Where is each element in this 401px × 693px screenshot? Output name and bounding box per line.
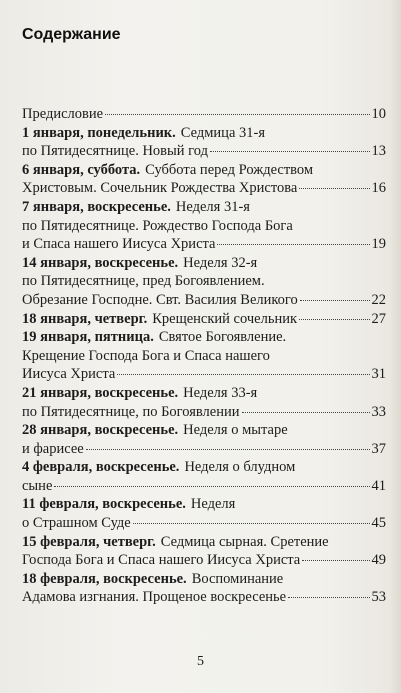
entry-title: Иисуса Христа <box>22 366 116 383</box>
entry-title: по Пятидесятнице, пред Богоявлением. <box>22 273 265 290</box>
toc-line <box>22 347 386 366</box>
dot-leader <box>86 449 370 450</box>
toc-line <box>22 421 386 440</box>
dot-leader <box>210 151 370 152</box>
dot-leader <box>242 412 370 413</box>
toc-line <box>22 142 386 161</box>
toc-line <box>22 458 386 477</box>
toc-entry <box>22 161 386 198</box>
dot-leader <box>54 486 369 487</box>
entry-date: 28 января, воскресенье. <box>22 422 179 439</box>
entry-title: Предисловие <box>22 106 104 122</box>
entry-page-number: 49 <box>371 552 386 569</box>
entry-title: Неделя о блудном <box>184 459 296 476</box>
entry-date: 21 января, воскресенье. <box>22 384 179 401</box>
entry-page-number: 53 <box>371 589 386 606</box>
entry-date: 1 января, понедельник. <box>22 124 176 141</box>
page-edge-shadow <box>389 0 401 693</box>
entry-title: Крещение Господа Бога и Спаса нашего <box>22 347 270 364</box>
entry-title: Неделя <box>190 496 236 513</box>
toc-entry <box>22 384 386 421</box>
entry-page-number: 27 <box>371 310 386 327</box>
toc-line <box>22 254 386 273</box>
toc-line <box>22 551 386 570</box>
entry-page-number: 33 <box>371 403 386 420</box>
dot-leader <box>105 114 369 115</box>
entry-title: Крещенский сочельник <box>152 310 298 327</box>
entry-date: 15 февраля, четверг. <box>22 533 156 550</box>
toc-entry <box>22 310 386 329</box>
toc-line <box>22 384 386 403</box>
entry-page-number: 13 <box>371 143 386 160</box>
toc-line <box>22 570 386 589</box>
toc-line <box>22 514 386 533</box>
toc-line <box>22 291 386 310</box>
table-of-contents <box>22 105 386 607</box>
toc-entry <box>22 458 386 495</box>
dot-leader <box>299 188 369 189</box>
entry-date: 14 января, воскресенье. <box>22 254 179 271</box>
toc-line <box>22 310 386 329</box>
toc-line <box>22 477 386 496</box>
entry-title: по Пятидесятнице, по Богоявлении <box>22 403 240 420</box>
entry-title: о Страшном Суде <box>22 515 131 532</box>
entry-title: Седмица сырная. Сретение <box>160 533 329 550</box>
dot-leader <box>299 319 369 320</box>
entry-title: Обрезание Господне. Свт. Василия Великого <box>22 291 298 308</box>
toc-line <box>22 179 386 198</box>
dot-leader <box>302 560 369 561</box>
toc-entry <box>22 570 386 607</box>
entry-title: Святое Богоявление. <box>158 329 287 346</box>
toc-entry <box>22 533 386 570</box>
page-number: 5 <box>197 654 204 669</box>
entry-date: 18 января, четверг. <box>22 310 148 327</box>
entry-title: Седмица 31-я <box>180 124 266 141</box>
toc-line <box>22 161 386 180</box>
toc-line <box>22 105 386 124</box>
entry-page-number: 31 <box>371 366 386 383</box>
entry-page-number: 19 <box>371 236 386 253</box>
toc-entry <box>22 198 386 254</box>
entry-title: Воспоминание <box>191 570 284 587</box>
entry-title: сыне <box>22 477 53 494</box>
toc-line <box>22 403 386 422</box>
entry-date: 6 января, суббота. <box>22 161 141 178</box>
entry-date: 4 февраля, воскресенье. <box>22 459 180 476</box>
entry-title: по Пятидесятнице. Новый год <box>22 143 208 160</box>
entry-title: Неделя 32-я <box>183 254 258 271</box>
entry-page-number: 22 <box>371 291 386 308</box>
toc-entry <box>22 124 386 161</box>
contents-heading: Содержание <box>22 26 121 43</box>
toc-line <box>22 365 386 384</box>
toc-line <box>22 198 386 217</box>
entry-title: Неделя о мытаре <box>183 422 288 439</box>
entry-title: и фарисее <box>22 440 84 457</box>
toc-entry <box>22 421 386 458</box>
entry-page-number: 16 <box>371 180 386 197</box>
dot-leader <box>133 523 370 524</box>
toc-line <box>22 495 386 514</box>
entry-title: Господа Бога и Спаса нашего Иисуса Христа <box>22 552 301 569</box>
toc-line <box>22 235 386 254</box>
toc-line <box>22 217 386 236</box>
entry-title: Адамова изгнания. Прощеное воскресенье <box>22 589 287 606</box>
entry-page-number: 45 <box>371 515 386 532</box>
toc-entry <box>22 328 386 384</box>
dot-leader <box>217 244 369 245</box>
entry-title: и Спаса нашего Иисуса Христа <box>22 236 216 253</box>
toc-line <box>22 588 386 607</box>
entry-date: 18 февраля, воскресенье. <box>22 570 187 587</box>
entry-page-number: 37 <box>371 440 386 457</box>
toc-entry <box>22 495 386 532</box>
toc-line <box>22 533 386 552</box>
entry-date: 19 января, пятница. <box>22 329 154 346</box>
entry-date: 11 февраля, воскресенье. <box>22 496 186 513</box>
entry-title: Неделя 31-я <box>175 198 250 215</box>
toc-entry <box>22 105 386 124</box>
toc-line <box>22 124 386 143</box>
toc-line <box>22 272 386 291</box>
dot-leader <box>117 374 369 375</box>
entry-title: Христовым. Сочельник Рождества Христова <box>22 180 298 197</box>
entry-title: Суббота перед Рождеством <box>145 161 314 178</box>
toc-line <box>22 440 386 459</box>
entry-date: 7 января, воскресенье. <box>22 198 171 215</box>
entry-page-number: 41 <box>371 477 386 494</box>
entry-page-number: 10 <box>371 106 386 122</box>
toc-line <box>22 328 386 347</box>
toc-entry <box>22 254 386 310</box>
entry-title: Неделя 33-я <box>183 384 258 401</box>
dot-leader <box>288 597 369 598</box>
dot-leader <box>300 300 370 301</box>
entry-title: по Пятидесятнице. Рождество Господа Бога <box>22 217 293 234</box>
